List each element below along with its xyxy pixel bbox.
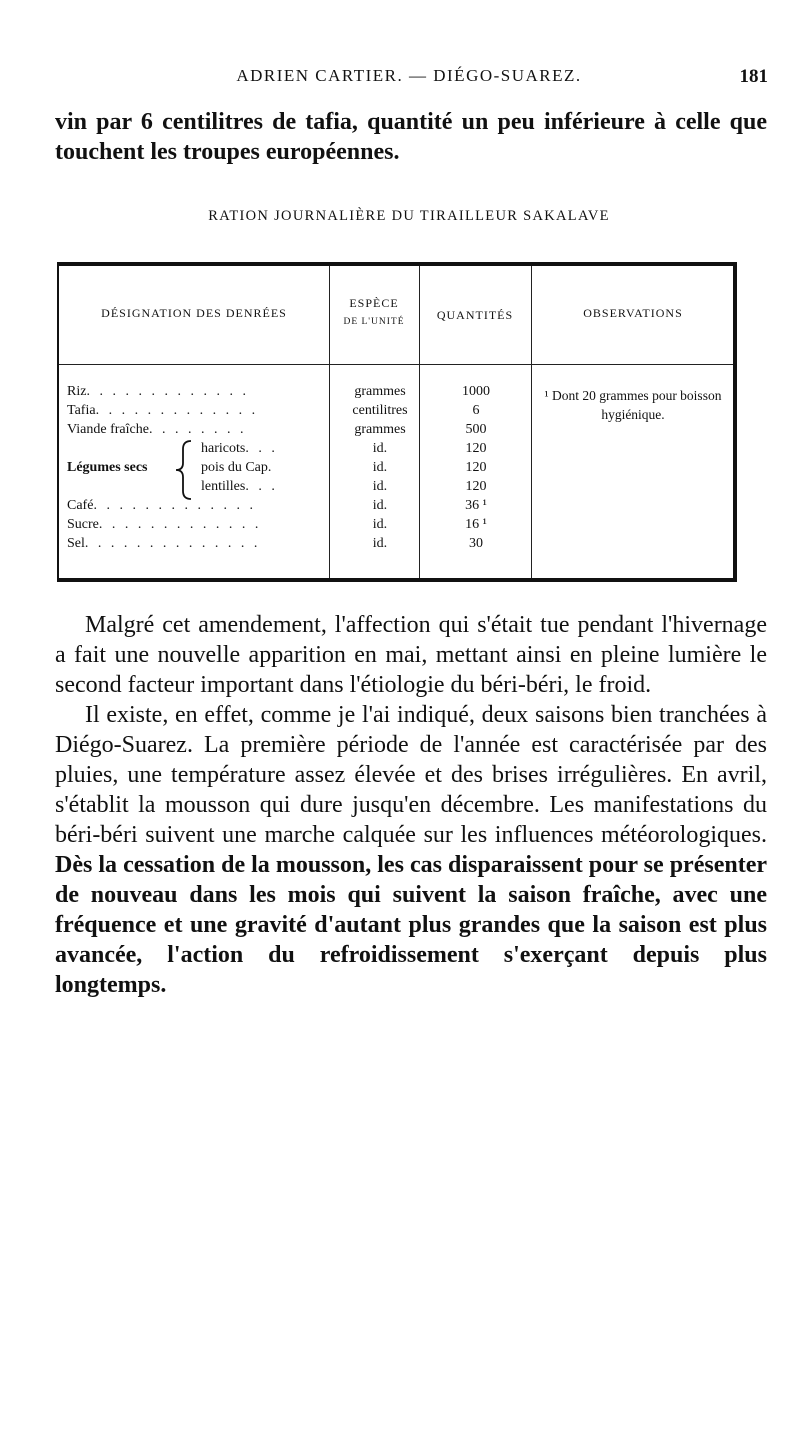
unit-cell: centilitres (352, 403, 408, 418)
item-cell: Riz. . . . . . . . . . . . . (67, 384, 249, 399)
table-row (59, 496, 733, 515)
paragraph-1: Malgré cet amendement, l'affection qui s'était tue pendant l'hivernage a fait une nouvelle apparition en mai, mettant ainsi en pleine lumière le second facteur important dans l'étiologie du béri-béri, le froid. (55, 612, 767, 698)
item-cell: haricots. . . (201, 441, 278, 456)
header-observations: OBSERVATIONS (583, 306, 683, 320)
item-cell: Sel. . . . . . . . . . . . . . (67, 536, 261, 551)
unit-cell: grammes (354, 384, 406, 399)
intro-paragraph (55, 107, 767, 167)
page-header (50, 66, 768, 96)
item-cell: Sucre. . . . . . . . . . . . . (67, 517, 262, 532)
table-row (59, 515, 733, 534)
header-quantites: QUANTITÉS (436, 308, 514, 322)
quantity-cell: 120 (465, 441, 487, 456)
unit-cell: id. (372, 479, 388, 494)
unit-cell: id. (372, 498, 388, 513)
intro-text: vin par 6 centilitres de tafia, quantité un peu inférieure à celle que touchent les troupes européennes. (55, 109, 767, 165)
paragraph-2-bold: Dès la cessation de la mousson, les cas disparaissent pour se présenter de nouveau dans les mois qui suivent la saison fraîche, avec une fréquence et une gravité d'autant plus grandes que la saison est plus avancée, l'action du refroidissement s'exerçant depuis plus longtemps. (55, 852, 767, 998)
paragraph-2 (55, 700, 767, 1000)
observation-note: ¹ Dont 20 grammes pour boisson hygiénique. (544, 388, 722, 422)
item-cell: Tafia. . . . . . . . . . . . . (67, 403, 259, 418)
table-row (59, 477, 733, 496)
unit-cell: grammes (354, 422, 406, 437)
header-designation: DÉSIGNATION DES DENRÉES (101, 306, 287, 320)
quantity-cell: 120 (465, 460, 487, 475)
table-row (59, 439, 733, 458)
item-cell: pois du Cap. (201, 460, 275, 475)
unit-cell: id. (372, 536, 388, 551)
table-title: RATION JOURNALIÈRE DU TIRAILLEUR SAKALAVE (208, 208, 610, 224)
quantity-cell: 6 (472, 403, 480, 418)
body-text (55, 610, 767, 1000)
quantity-cell: 36 ¹ (465, 498, 487, 513)
paragraph-2-regular: Il existe, en effet, comme je l'ai indiqué, deux saisons bien tranchées à Diégo-Suarez. La première période de l'année est caractérisée par des pluies, une température assez élevée et des brises irrégulières. En avril, s'établit la mousson qui dure jusqu'en décembre. Les manifestations du béri-béri suivent une marche calquée sur les influences météorologiques. (55, 702, 767, 848)
unit-cell: id. (372, 441, 388, 456)
page-number: 181 (739, 66, 768, 87)
item-cell: lentilles. . . (201, 479, 278, 494)
table-row (59, 458, 733, 477)
quantity-cell: 500 (465, 422, 487, 437)
quantity-cell: 120 (465, 479, 487, 494)
header-divider (59, 364, 733, 365)
quantity-cell: 1000 (462, 384, 490, 399)
table-row (59, 534, 733, 553)
header-espece (329, 296, 419, 327)
item-cell: Café. . . . . . . . . . . . . (67, 498, 256, 513)
header-espece-sub: DE L'UNITÉ (343, 317, 405, 327)
quantity-cell: 30 (469, 536, 483, 551)
quantity-cell: 16 ¹ (465, 517, 487, 532)
unit-cell: id. (372, 517, 388, 532)
legumes-label: Légumes secs (67, 460, 148, 475)
header-espece-label: ESPÈCE (349, 296, 399, 310)
running-head: ADRIEN CARTIER. — DIÉGO-SUAREZ. (236, 66, 582, 85)
ration-table (57, 262, 737, 582)
unit-cell: id. (372, 460, 388, 475)
item-cell: Viande fraîche. . . . . . . . (67, 422, 247, 437)
